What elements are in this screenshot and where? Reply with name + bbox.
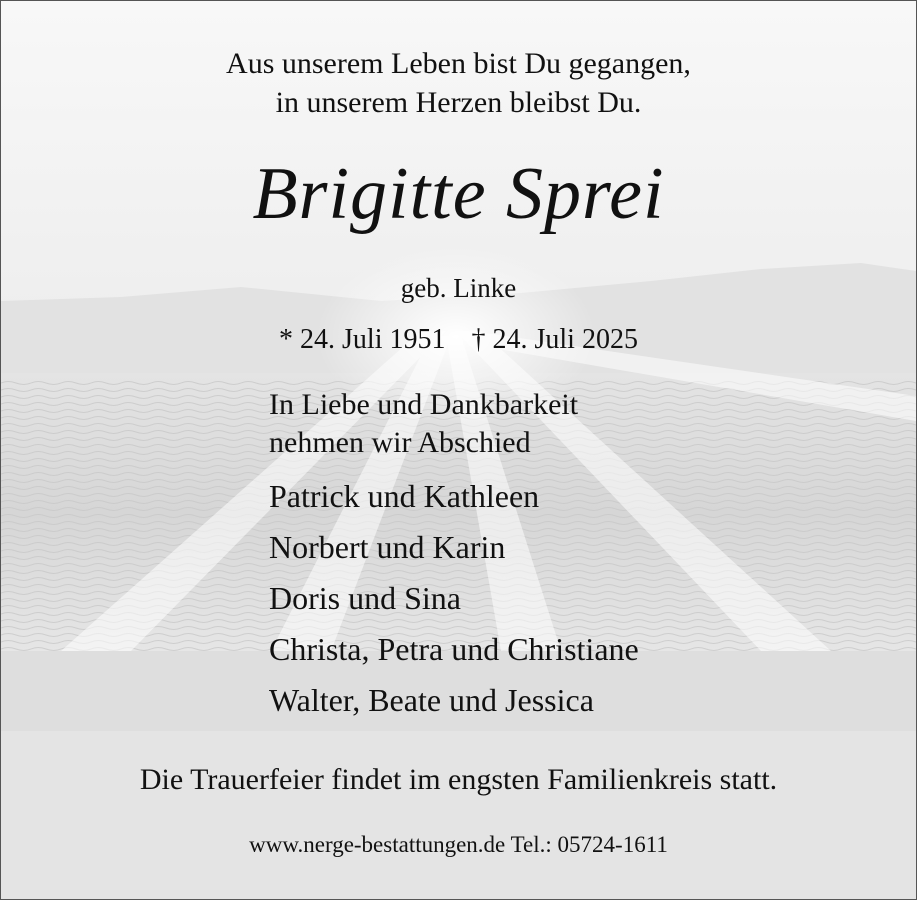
birth-date: * 24. Juli 1951 <box>279 324 446 355</box>
mourner-line: Christa, Petra und Christiane <box>269 631 639 667</box>
deceased-name: Brigitte Sprei <box>252 153 665 235</box>
life-dates <box>1 322 916 358</box>
service-note: Die Trauerfeier findet im engsten Familienkreis statt. <box>139 763 778 796</box>
mourner-line: Norbert und Karin <box>269 529 506 565</box>
birth-name: geb. Linke <box>400 273 517 303</box>
mourner-line: Doris und Sina <box>269 580 461 616</box>
mourner-line: Walter, Beate und Jessica <box>269 682 594 718</box>
verse-line-2: in unserem Herzen bleibst Du. <box>275 86 642 119</box>
mourner-line: Patrick und Kathleen <box>269 478 540 514</box>
funeral-home-contact: www.nerge-bestattungen.de Tel.: 05724-1611 <box>249 832 668 857</box>
intro-line-2: nehmen wir Abschied <box>269 426 531 459</box>
obituary-text <box>1 1 916 899</box>
intro-line-1: In Liebe und Dankbarkeit <box>269 388 579 421</box>
verse-line-1: Aus unserem Leben bist Du gegangen, <box>226 47 691 80</box>
death-date: † 24. Juli 2025 <box>471 324 638 355</box>
